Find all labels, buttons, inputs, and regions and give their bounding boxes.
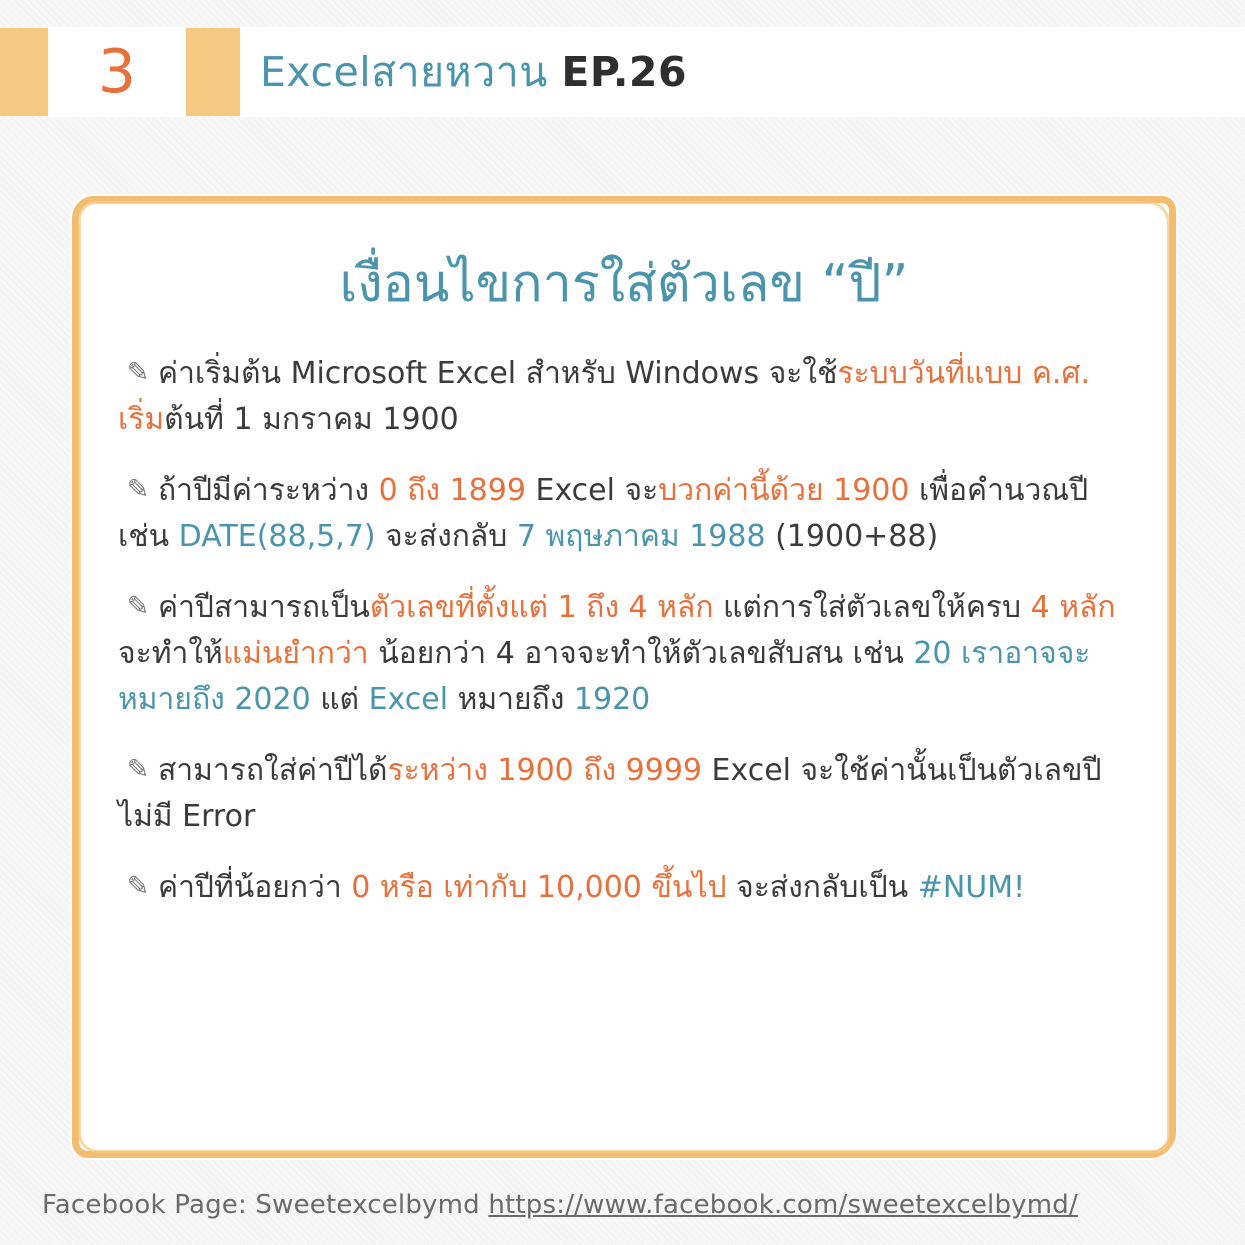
text-segment: ถ้าปีมีค่าระหว่าง <box>158 473 379 509</box>
text-segment: DATE(88,5,7) <box>178 518 376 554</box>
text-segment: จะส่งกลับ <box>375 518 517 554</box>
text-segment: จะทำให้ <box>118 635 223 671</box>
text-segment: 0 ถึง 1899 <box>378 473 526 509</box>
footer <box>0 1165 1245 1245</box>
paragraph <box>118 468 1130 559</box>
text-segment: 1920 <box>573 681 651 717</box>
card-title: เงื่อนไขการใส่ตัวเลข “ปี” <box>339 254 909 314</box>
text-segment: (1900+88) <box>765 518 939 554</box>
text-segment: แต่ <box>310 681 369 717</box>
text-segment: บวกค่านี้ด้วย 1900 <box>658 473 910 509</box>
header-title-main: Excelสายหวาน <box>260 47 562 96</box>
text-segment: ค่าปีสามารถเป็น <box>158 590 370 626</box>
text-segment: น้อยกว่า 4 อาจจะทำให้ตัวเลขสับสน เช่น <box>368 635 914 671</box>
slide-number: 3 <box>97 37 137 107</box>
header-title-box <box>240 27 1245 117</box>
text-segment: Excel จะใช้ค่านั้นเป็นตัวเลขปี ไม่มี Error <box>118 753 1102 834</box>
paragraph <box>118 865 1130 911</box>
text-segment: จะส่งกลับเป็น <box>726 870 918 906</box>
pencil-icon: ✎ <box>126 754 150 786</box>
text-segment: แต่การใส่ตัวเลขให้ครบ <box>713 590 1031 626</box>
text-segment: ค่าปีที่น้อยกว่า <box>158 870 352 906</box>
text-segment: ระหว่าง 1900 ถึง 9999 <box>387 753 703 789</box>
text-segment: แม่นยำกว่า <box>222 635 369 671</box>
text-segment: 20 เราอาจจะหมายถึง 2020 <box>118 635 1091 717</box>
pencil-icon: ✎ <box>126 357 150 388</box>
text-segment: หมายถึง <box>448 681 574 717</box>
facebook-page-link[interactable]: https://www.facebook.com/sweetexcelbymd/ <box>488 1190 1078 1220</box>
text-segment: #NUM! <box>917 870 1026 906</box>
header <box>0 0 1245 148</box>
text-segment: ระบบวันที่แบบ ค.ศ. เริ่ม <box>118 356 1091 437</box>
header-title <box>240 40 687 105</box>
text-segment: 7 พฤษภาคม 1988 <box>516 518 766 554</box>
paragraph-list <box>118 351 1130 911</box>
footer-text <box>0 1190 1078 1220</box>
footer-label: Facebook Page: Sweetexcelbymd <box>42 1190 489 1220</box>
text-segment: ค่าเริ่มต้น Microsoft Excel สำหรับ Windows จะใช้ <box>158 356 838 391</box>
text-segment: สามารถใส่ค่าปีได้ <box>158 753 388 789</box>
pencil-icon: ✎ <box>126 591 150 623</box>
pencil-icon: ✎ <box>126 871 150 903</box>
paragraph <box>118 748 1130 839</box>
paragraph <box>118 351 1130 442</box>
text-segment: ต้นที่ 1 มกราคม 1900 <box>164 401 459 437</box>
text-segment: 0 หรือ เท่ากับ 10,000 ขึ้นไป <box>351 870 727 906</box>
card-content <box>72 196 1176 1158</box>
content-card <box>72 196 1176 1158</box>
pencil-icon: ✎ <box>126 474 150 506</box>
text-segment: Excel <box>368 681 449 717</box>
text-segment: Excel จะ <box>525 473 659 509</box>
text-segment: 4 หลัก <box>1030 590 1116 626</box>
paragraph <box>118 585 1130 722</box>
header-title-episode: EP.26 <box>561 47 687 96</box>
text-segment: ตัวเลขที่ตั้งแต่ 1 ถึง 4 หลัก <box>369 590 714 626</box>
slide-number-box <box>48 27 186 117</box>
text-segment: เพื่อคำนวณปี เช่น <box>118 473 1089 554</box>
